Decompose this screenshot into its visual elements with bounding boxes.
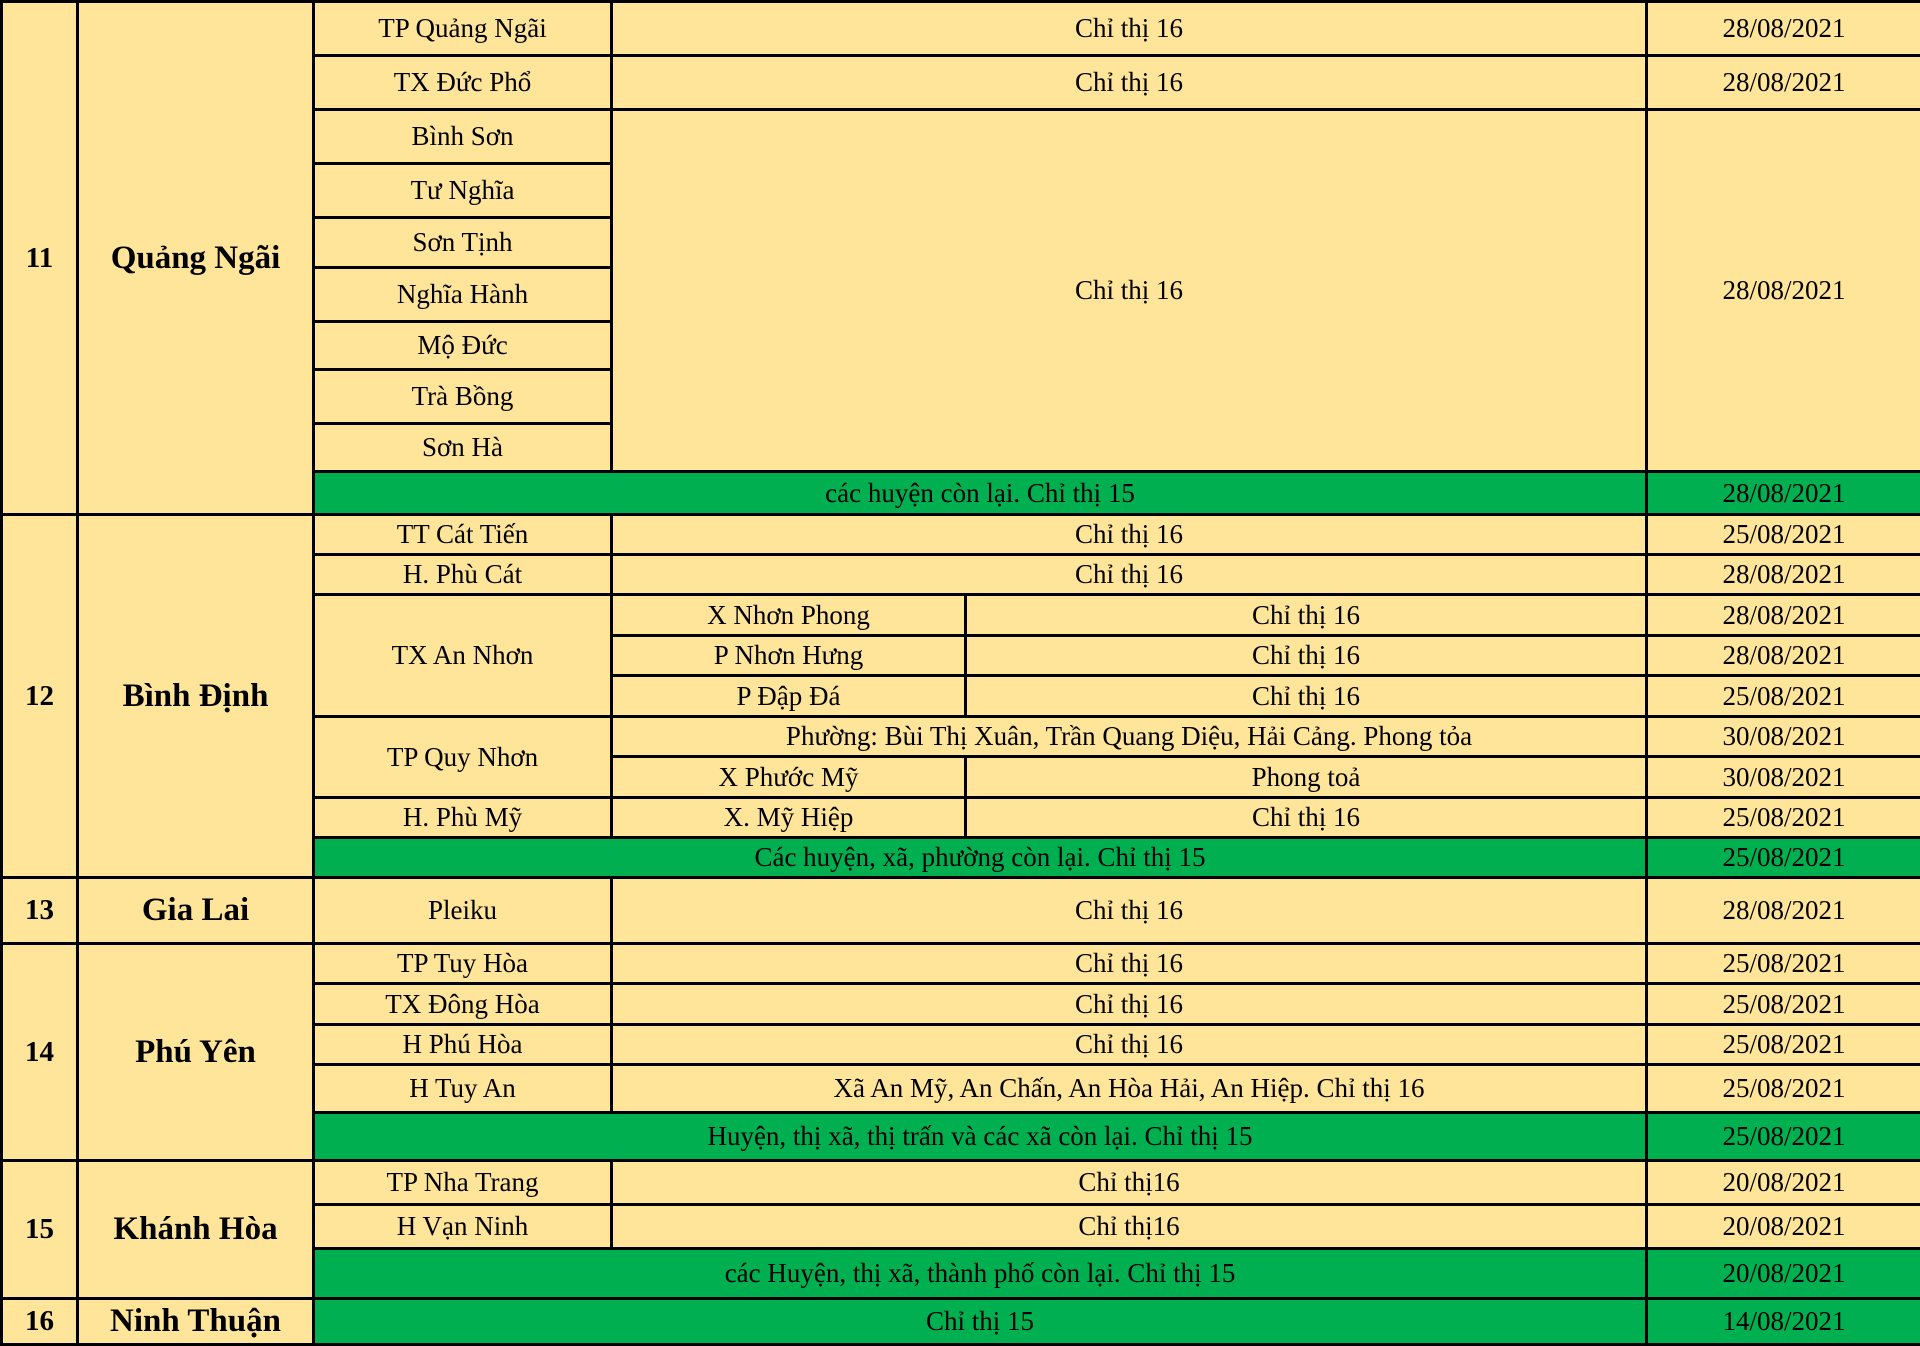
district-name: Sơn Hà (314, 424, 612, 472)
date-cell: 25/08/2021 (1647, 798, 1920, 838)
measure-text: Chỉ thị 16 (612, 515, 1647, 555)
measure-text: Chỉ thị16 (612, 1205, 1647, 1249)
province-name: Khánh Hòa (78, 1161, 314, 1299)
province-name: Bình Định (78, 515, 314, 878)
measure-text: Chỉ thị 16 (966, 595, 1647, 636)
district-name: H Vạn Ninh (314, 1205, 612, 1249)
district-name: Tư Nghĩa (314, 164, 612, 218)
district-name: Trà Bồng (314, 370, 612, 424)
district-name: Sơn Tịnh (314, 218, 612, 268)
date-cell: 28/08/2021 (1647, 110, 1920, 472)
province-number: 11 (2, 2, 78, 515)
table-row (2, 878, 1920, 944)
date-cell: 25/08/2021 (1647, 676, 1920, 717)
measure-text: Chỉ thị 16 (612, 878, 1647, 944)
table-row (2, 2, 1920, 56)
remaining-areas-text: Chỉ thị 15 (314, 1299, 1647, 1345)
date-cell: 28/08/2021 (1647, 56, 1920, 110)
date-cell: 25/08/2021 (1647, 1065, 1920, 1113)
measure-text: Phường: Bùi Thị Xuân, Trần Quang Diệu, Hải Cảng. Phong tỏa (612, 717, 1647, 757)
district-name: H Phú Hòa (314, 1025, 612, 1065)
date-cell: 28/08/2021 (1647, 636, 1920, 676)
remaining-areas-text: các huyện còn lại. Chỉ thị 15 (314, 472, 1647, 515)
province-name: Phú Yên (78, 944, 314, 1161)
date-cell: 28/08/2021 (1647, 878, 1920, 944)
measure-text: Phong toả (966, 757, 1647, 798)
table-row (2, 944, 1920, 984)
table-row (2, 515, 1920, 555)
remaining-areas-text: các Huyện, thị xã, thành phố còn lại. Chỉ thị 15 (314, 1249, 1647, 1299)
date-cell: 28/08/2021 (1647, 2, 1920, 56)
date-cell: 25/08/2021 (1647, 838, 1920, 878)
measure-text: Chỉ thị 16 (612, 110, 1647, 472)
district-name: TX An Nhơn (314, 595, 612, 717)
province-name: Gia Lai (78, 878, 314, 944)
district-name: Nghĩa Hành (314, 268, 612, 322)
district-name: TP Nha Trang (314, 1161, 612, 1205)
date-cell: 25/08/2021 (1647, 1113, 1920, 1161)
remaining-areas-text: Huyện, thị xã, thị trấn và các xã còn lại. Chỉ thị 15 (314, 1113, 1647, 1161)
commune-name: X Nhơn Phong (612, 595, 966, 636)
district-name: TT Cát Tiến (314, 515, 612, 555)
measure-text: Chỉ thị 16 (612, 1025, 1647, 1065)
province-name: Quảng Ngãi (78, 2, 314, 515)
date-cell: 25/08/2021 (1647, 944, 1920, 984)
date-cell: 20/08/2021 (1647, 1205, 1920, 1249)
district-name: Pleiku (314, 878, 612, 944)
district-name: TX Đông Hòa (314, 984, 612, 1025)
date-cell: 28/08/2021 (1647, 595, 1920, 636)
district-name: TP Quy Nhơn (314, 717, 612, 798)
measure-text: Chỉ thị 16 (612, 944, 1647, 984)
date-cell: 25/08/2021 (1647, 1025, 1920, 1065)
district-name: H. Phù Cát (314, 555, 612, 595)
district-name: TX Đức Phổ (314, 56, 612, 110)
table-row (2, 1299, 1920, 1345)
date-cell: 28/08/2021 (1647, 472, 1920, 515)
remaining-areas-text: Các huyện, xã, phường còn lại. Chỉ thị 15 (314, 838, 1647, 878)
measure-text: Chỉ thị 16 (966, 798, 1647, 838)
province-number: 16 (2, 1299, 78, 1345)
date-cell: 30/08/2021 (1647, 717, 1920, 757)
date-cell: 30/08/2021 (1647, 757, 1920, 798)
commune-name: X Phước Mỹ (612, 757, 966, 798)
district-name: Bình Sơn (314, 110, 612, 164)
measure-text: Chỉ thị 16 (612, 56, 1647, 110)
measure-text: Chỉ thị 16 (612, 555, 1647, 595)
commune-name: X. Mỹ Hiệp (612, 798, 966, 838)
province-number: 15 (2, 1161, 78, 1299)
province-number: 12 (2, 515, 78, 878)
district-name: Mộ Đức (314, 322, 612, 370)
district-name: H. Phù Mỹ (314, 798, 612, 838)
commune-name: P Đập Đá (612, 676, 966, 717)
province-name: Ninh Thuận (78, 1299, 314, 1345)
date-cell: 20/08/2021 (1647, 1249, 1920, 1299)
date-cell: 25/08/2021 (1647, 515, 1920, 555)
district-name: H Tuy An (314, 1065, 612, 1113)
province-number: 13 (2, 878, 78, 944)
measure-text: Chỉ thị 16 (966, 676, 1647, 717)
date-cell: 14/08/2021 (1647, 1299, 1920, 1345)
table-row (2, 1161, 1920, 1205)
measure-text: Chỉ thị 16 (966, 636, 1647, 676)
measure-text: Chỉ thị 16 (612, 2, 1647, 56)
measure-text: Chỉ thị 16 (612, 984, 1647, 1025)
date-cell: 25/08/2021 (1647, 984, 1920, 1025)
measure-text: Xã An Mỹ, An Chấn, An Hòa Hải, An Hiệp. Chỉ thị 16 (612, 1065, 1647, 1113)
date-cell: 20/08/2021 (1647, 1161, 1920, 1205)
measure-text: Chỉ thị16 (612, 1161, 1647, 1205)
district-name: TP Tuy Hòa (314, 944, 612, 984)
date-cell: 28/08/2021 (1647, 555, 1920, 595)
province-number: 14 (2, 944, 78, 1161)
commune-name: P Nhơn Hưng (612, 636, 966, 676)
district-name: TP Quảng Ngãi (314, 2, 612, 56)
